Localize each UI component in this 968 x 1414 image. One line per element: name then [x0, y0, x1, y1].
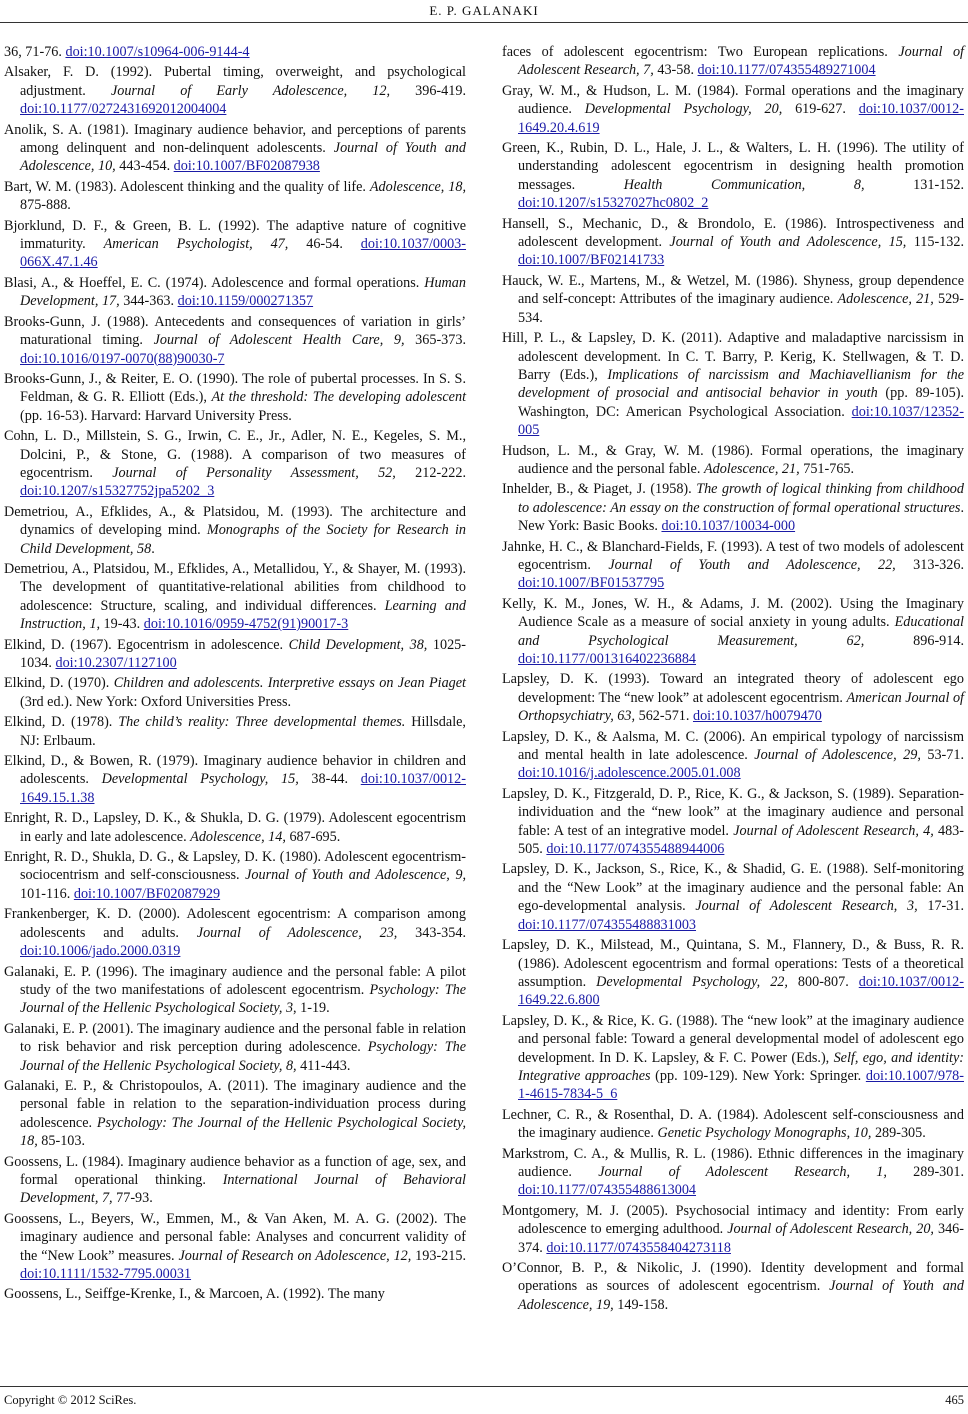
- reference-text: Elkind, D., & Bowen, R. (1979). Imaginary audience behavior in children and adolescents.: [4, 753, 466, 788]
- reference-text: 365-373.: [404, 332, 466, 349]
- reference-source: Human Development, 17,: [20, 274, 466, 310]
- reference-source: Adolescence, 21,: [703, 460, 800, 477]
- reference-doi-link[interactable]: doi:10.1037/0012-1649.22.6.800: [518, 973, 964, 1009]
- reference-text: 343-354.: [397, 924, 466, 941]
- reference-text: 17-31.: [917, 898, 964, 915]
- reference-text: Montgomery, M. J. (2005). Psychosocial intimacy and identity: From early adolescence to emerging adulthood.: [502, 1202, 964, 1238]
- reference-doi-link[interactable]: doi:10.1007/BF02141733: [518, 252, 665, 269]
- reference-text: 1025-1034.: [20, 636, 466, 671]
- reference-text: 289-305.: [871, 1125, 926, 1142]
- reference-book-title: Children and adolescents. Interpretive essays on Jean Piaget: [113, 675, 466, 692]
- reference-text: Hauck, W. E., Martens, M., & Wetzel, M. (1986). Shyness, group dependence and self-concept: Attributes of the imaginary audience.: [502, 272, 964, 308]
- reference-entry: [502, 728, 964, 783]
- reference-entry: [502, 272, 964, 327]
- reference-text: Hillsdale, NJ: Erlbaum.: [20, 714, 466, 749]
- reference-entry: [4, 63, 466, 118]
- reference-text: 131-152.: [864, 176, 964, 193]
- reference-entry: [4, 1077, 466, 1151]
- reference-entry: [502, 442, 964, 479]
- reference-book-title: The child’s reality: Three developmental themes.: [118, 714, 406, 731]
- reference-text: 53-71.: [920, 747, 965, 764]
- reference-doi-link[interactable]: doi:10.1037/0012-1649.15.1.38: [20, 771, 466, 806]
- reference-entry: [502, 1202, 964, 1257]
- reference-entry: [502, 215, 964, 270]
- reference-text: Elkind, D. (1967). Egocentrism in adolescence.: [4, 636, 289, 653]
- reference-doi-link[interactable]: doi:10.1016/0959-4752(91)90017-3: [143, 616, 349, 633]
- reference-entry: [4, 848, 466, 903]
- reference-text: Alsaker, F. D. (1992). Pubertal timing, overweight, and psychological adjustment.: [4, 64, 466, 99]
- reference-source: Monographs of the Society for Research in Child Development, 58: [20, 522, 466, 557]
- reference-book-title: Self, ego, and identity: Integrative approaches: [518, 1049, 964, 1084]
- reference-text: Galanaki, E. P., & Christopoulos, A. (2011). The imaginary audience and the personal fable in relation to the separation-individuation process during adolescence.: [4, 1077, 466, 1131]
- reference-book-title: Implications of narcissism and Machiavellianism for the development of prosocial and antisocial behavior in youth: [518, 366, 964, 402]
- reference-source: Learning and Instruction, 1,: [20, 597, 467, 633]
- reference-source: Psychology: The Journal of the Hellenic Psychological Society, 8,: [20, 1039, 466, 1074]
- reference-source: Educational and Psychological Measurement, 62,: [518, 614, 964, 649]
- reference-doi-link[interactable]: doi:10.1177/074355488944006: [546, 841, 725, 858]
- reference-doi-link[interactable]: doi:10.1177/0272431692012004004: [20, 101, 227, 118]
- reference-text: Goossens, L., Beyers, W., Emmen, M., & Van Aken, M. A. G. (2002). The imaginary audience and personal fable: Analyses and concurrent validity of the “New Look” measures.: [4, 1210, 466, 1264]
- reference-source: Journal of Early Adolescence, 12,: [110, 82, 391, 99]
- reference-text: . New York: Basic Books.: [518, 499, 964, 535]
- reference-text: , 1-19.: [293, 1000, 330, 1017]
- reference-text: Demetriou, A., Efklides, A., & Platsidou, M. (1993). The architecture and dynamics of developing mind.: [4, 503, 466, 539]
- reference-text: 101-116.: [20, 885, 74, 902]
- reference-text: Brooks-Gunn, J. (1988). Antecedents and consequences of variation in girls’ maturational timing.: [4, 313, 466, 349]
- reference-text: 19-43.: [100, 616, 144, 633]
- reference-entry: [4, 636, 466, 673]
- reference-text: 896-914.: [864, 632, 964, 649]
- reference-source: Child Development, 38,: [288, 636, 428, 653]
- reference-source: Psychology: The Journal of the Hellenic Psychological Society, 3: [20, 981, 466, 1017]
- reference-entry: [4, 713, 466, 750]
- reference-text: 751-765.: [799, 460, 855, 477]
- reference-text: 115-132.: [906, 234, 965, 251]
- reference-text: Anolik, S. A. (1981). Imaginary audience behavior, and perceptions of parents among delinquent and non-delinquent adolescents.: [4, 121, 466, 157]
- reference-entry: [4, 560, 466, 634]
- reference-source: Genetic Psychology Monographs, 10,: [657, 1125, 872, 1142]
- reference-source: Journal of Research on Adolescence, 12,: [178, 1247, 412, 1264]
- reference-book-title: The growth of logical thinking from childhood to adolescence: An essay on the construction of formal operational structures: [518, 481, 964, 516]
- reference-text: Gray, W. M., & Hudson, L. M. (1984). Formal operations and the imaginary audience.: [502, 82, 964, 118]
- reference-source: Journal of Adolescent Research, 4,: [733, 822, 934, 839]
- reference-book-title: At the threshold: The developing adolescent: [211, 389, 467, 406]
- reference-entry: [4, 43, 466, 61]
- reference-text: 411-443.: [296, 1057, 351, 1074]
- reference-source: Journal of Youth and Adolescence, 10,: [20, 140, 466, 175]
- reference-source: Journal of Adolescent Research, 1,: [598, 1163, 887, 1180]
- reference-text: 149-158.: [613, 1296, 669, 1313]
- reference-source: Adolescence, 21,: [837, 291, 934, 308]
- reference-source: Journal of Youth and Adolescence, 22,: [608, 556, 896, 573]
- reference-entry: [4, 370, 466, 425]
- reference-entry: [502, 329, 964, 439]
- page-number: 465: [945, 1393, 964, 1407]
- reference-doi-link[interactable]: doi:10.1207/s15327027hc0802_2: [518, 195, 709, 212]
- reference-doi-link[interactable]: doi:10.1037/0012-1649.20.4.619: [518, 101, 964, 136]
- reference-entry: [4, 313, 466, 368]
- reference-source: American Psychologist, 47,: [103, 236, 289, 253]
- running-head: E. P. GALANAKI: [429, 3, 539, 18]
- reference-doi-link[interactable]: doi:10.1037/0003-066X.47.1.46: [20, 236, 467, 271]
- reference-doi-link[interactable]: doi:10.1177/074355488613004: [518, 1182, 697, 1199]
- reference-source: Journal of Adolescence, 23,: [196, 924, 398, 941]
- reference-source: Developmental Psychology, 22,: [596, 973, 788, 990]
- reference-text: Hudson, L. M., & Gray, W. M. (1986). Formal operations, the imaginary audience and the personal fable.: [502, 442, 964, 477]
- reference-text: 443-454.: [115, 158, 174, 175]
- reference-text: Elkind, D. (1970).: [4, 675, 114, 692]
- copyright-notice: Copyright © 2012 SciRes.: [4, 1393, 137, 1407]
- reference-entry: [502, 860, 964, 934]
- reference-text: Green, K., Rubin, D. L., Hale, J. L., & Walters, L. H. (1996). The utility of understanding adolescent egocentrism in designing health promotion messages.: [502, 140, 964, 193]
- reference-doi-link[interactable]: doi:10.1016/j.adolescence.2005.01.008: [518, 765, 741, 782]
- reference-text: 85-103.: [37, 1133, 86, 1150]
- reference-text: Lapsley, D. K., Milstead, M., Quintana, S. M., Flannery, D., & Buss, R. R. (1986). Adolescent egocentrism and formal operations: Tests of a theoretical assumption.: [502, 937, 964, 990]
- reference-source: Developmental Psychology, 20,: [584, 101, 783, 118]
- reference-text: Galanaki, E. P. (2001). The imaginary audience and the personal fable in relation to risk behavior and risk perception during adolescence.: [4, 1020, 466, 1056]
- reference-doi-link[interactable]: doi:10.1007/BF01537795: [518, 575, 665, 592]
- reference-text: Lapsley, D. K., Jackson, S., Rice, K., & Shadid, G. E. (1988). Self-monitoring and the “New Look” at the imaginary audience and the personal fable: An ego-developmental analysis.: [502, 861, 964, 915]
- reference-entry: [4, 674, 466, 711]
- reference-text: 396-419.: [390, 82, 466, 99]
- reference-entry: [502, 1106, 964, 1143]
- reference-doi-link[interactable]: doi:10.1016/0197-0070(88)90030-7: [20, 350, 225, 367]
- reference-text: 875-888.: [20, 197, 71, 214]
- reference-text: Lapsley, D. K. (1993). Toward an integrated theory of adolescent ego development: The “new look” at adolescent egocentrism.: [502, 671, 964, 706]
- reference-entry: [502, 1259, 964, 1314]
- reference-doi-link[interactable]: doi:10.1177/001316402236884: [518, 651, 697, 667]
- reference-text: (pp. 109-129). New York: Springer.: [650, 1067, 866, 1084]
- reference-entry: [4, 809, 466, 846]
- reference-text: Hansell, S., Mechanic, D., & Brondolo, E. (1986). Introspectiveness and adolescent development.: [502, 215, 964, 251]
- reference-source: Journal of Youth and Adolescence, 9,: [245, 867, 466, 884]
- reference-source: Journal of Adolescent Research, 7,: [518, 44, 964, 79]
- references-left-column: [4, 43, 466, 1306]
- reference-doi-link[interactable]: doi:10.1111/1532-7795.00031: [20, 1266, 192, 1282]
- reference-entry: [502, 936, 964, 1010]
- reference-text: O’Connor, B. P., & Nikolic, J. (1990). Identity development and formal operations as sources of adolescent egocentrism.: [502, 1260, 964, 1295]
- reference-entry: [4, 274, 466, 311]
- reference-text: 562-571.: [635, 708, 693, 725]
- reference-entry: [502, 1145, 964, 1200]
- reference-text: Bart, W. M. (1983). Adolescent thinking and the quality of life.: [4, 178, 370, 195]
- reference-entry: [502, 538, 964, 593]
- reference-text: 212-222.: [395, 464, 467, 481]
- reference-text: Kelly, K. M., Jones, W. H., & Adams, J. M. (2002). Using the Imaginary Audience Scale as a measure of social anxiety in young adults.: [502, 595, 964, 631]
- reference-source: Health Communication, 8,: [623, 176, 865, 193]
- reference-doi-link[interactable]: doi:10.1159/000271357: [177, 293, 314, 310]
- reference-entry: [502, 1012, 964, 1104]
- reference-entry: [4, 1153, 466, 1208]
- reference-source: Journal of Youth and Adolescence, 19,: [518, 1278, 964, 1313]
- reference-source: International Journal of Behavioral Development, 7,: [20, 1171, 466, 1207]
- reference-source: Psychology: The Journal of the Hellenic Psychological Society, 18,: [20, 1114, 466, 1150]
- reference-text: Bjorklund, D. F., & Green, B. L. (1992). The adaptive nature of cognitive immaturity.: [4, 217, 466, 253]
- reference-text: Lapsley, D. K., & Rice, K. G. (1988). The “new look” at the imaginary audience and personal fable: Toward a general developmental model of adolescent ego development. In D. K. Lapsley, & F. C. Power (Eds.),: [502, 1012, 964, 1066]
- reference-doi-link[interactable]: doi:10.1007/978-1-4615-7834-5_6: [518, 1067, 964, 1103]
- reference-text: 344-363.: [119, 293, 178, 310]
- reference-doi-link[interactable]: doi:10.1177/074355489271004: [697, 62, 876, 79]
- reference-text: Elkind, D. (1978).: [4, 714, 119, 731]
- reference-text: 36, 71-76.: [4, 44, 66, 60]
- reference-source: Journal of Adolescent Research, 20,: [727, 1221, 934, 1238]
- reference-entry: [502, 785, 964, 859]
- reference-source: Journal of Adolescence, 29,: [754, 747, 921, 764]
- reference-text: faces of adolescent egocentrism: Two European replications.: [502, 44, 899, 60]
- reference-doi-link[interactable]: doi:10.1037/10034-000: [661, 518, 796, 535]
- reference-source: Developmental Psychology, 15,: [101, 771, 299, 788]
- reference-source: Journal of Adolescent Research, 3,: [695, 898, 918, 915]
- reference-text: Goossens, L. (1984). Imaginary audience behavior as a function of age, sex, and formal operational thinking.: [4, 1153, 466, 1188]
- reference-text: Galanaki, E. P. (1996). The imaginary audience and the personal fable: A pilot study of the two manifestations of adolescent egocentrism.: [4, 963, 466, 998]
- reference-doi-link[interactable]: doi:10.1207/s15327752jpa5202_3: [20, 483, 215, 500]
- reference-doi-link[interactable]: doi:10.1177/0743558404273118: [546, 1239, 731, 1256]
- reference-text: 193-215.: [411, 1247, 467, 1264]
- reference-source: American Journal of Orthopsychiatry, 63,: [518, 689, 964, 725]
- reference-text: .: [151, 540, 155, 557]
- reference-text: 43-58.: [653, 62, 698, 79]
- reference-doi-link[interactable]: doi:10.2307/1127100: [55, 655, 177, 671]
- reference-text: Inhelder, B., & Piaget, J. (1958).: [502, 481, 697, 498]
- reference-doi-link[interactable]: doi:10.1177/074355488831003: [518, 916, 697, 933]
- reference-text: Frankenberger, K. D. (2000). Adolescent egocentrism: A comparison among adolescents and adults.: [4, 906, 466, 941]
- reference-source: Journal of Youth and Adolescence, 15,: [669, 234, 907, 251]
- reference-doi-link[interactable]: doi:10.1037/h0079470: [692, 708, 822, 725]
- reference-entry: [4, 1285, 466, 1303]
- reference-entry: [502, 82, 964, 137]
- reference-entry: [4, 963, 466, 1018]
- reference-text: 313-326.: [895, 556, 964, 573]
- reference-doi-link[interactable]: doi:10.1006/jado.2000.0319: [20, 943, 181, 960]
- reference-doi-link[interactable]: doi:10.1007/s10964-006-9144-4: [65, 44, 250, 60]
- reference-entry: [4, 905, 466, 960]
- references-right-column: [502, 43, 964, 1316]
- reference-text: Brooks-Gunn, J., & Reiter, E. O. (1990). The role of pubertal processes. In S. S. Feldman, & G. R. Elliott (Eds.),: [4, 370, 466, 406]
- reference-source: Journal of Adolescent Health Care, 9,: [153, 332, 405, 349]
- reference-text: 529-534.: [518, 291, 964, 326]
- reference-text: 289-301.: [886, 1163, 965, 1180]
- reference-entry: [4, 1020, 466, 1075]
- reference-text: (pp. 16-53). Harvard: Harvard University Press.: [20, 407, 292, 424]
- reference-text: 346-374.: [518, 1221, 964, 1256]
- reference-entry: [4, 427, 466, 501]
- reference-entry: [4, 1210, 466, 1284]
- reference-doi-link[interactable]: doi:10.1037/12352-005: [518, 403, 964, 439]
- reference-entry: [4, 217, 466, 272]
- reference-text: (3rd ed.). New York: Oxford Universities Press.: [20, 693, 292, 710]
- reference-text: 46-54.: [288, 236, 361, 253]
- reference-text: Lechner, C. R., & Rosenthal, D. A. (1984). Adolescent self-consciousness and the imaginary audience.: [502, 1106, 964, 1142]
- reference-entry: [4, 121, 466, 176]
- reference-text: (pp. 89-105). Washington, DC: American Psychological Association.: [518, 385, 964, 420]
- reference-entry: [502, 139, 964, 213]
- reference-entry: [4, 178, 466, 215]
- reference-doi-link[interactable]: doi:10.1007/BF02087938: [173, 158, 320, 175]
- reference-text: 38-44.: [298, 771, 361, 788]
- reference-text: Enright, R. D., Lapsley, D. K., & Shukla, D. G. (1979). Adolescent egocentrism in early and late adolescence.: [4, 810, 466, 845]
- reference-text: Goossens, L., Seiffge-Krenke, I., & Marcoen, A. (1992). The many: [4, 1286, 385, 1303]
- reference-text: Blasi, A., & Hoeffel, E. C. (1974). Adolescence and formal operations.: [4, 274, 425, 291]
- reference-text: Lapsley, D. K., Fitzgerald, D. P., Rice, K. G., & Jackson, S. (1989). Separation-individuation and the “new look” at the imaginary audience and personal fable: A test of an integrative model.: [502, 785, 964, 839]
- reference-entry: [502, 670, 964, 725]
- reference-source: Adolescence, 14,: [190, 828, 286, 845]
- footer-rule: [0, 1386, 968, 1387]
- header-rule: [0, 22, 968, 23]
- reference-text: 800-807.: [787, 973, 859, 990]
- reference-text: 619-627.: [782, 101, 859, 118]
- reference-text: 77-93.: [112, 1190, 153, 1207]
- reference-doi-link[interactable]: doi:10.1007/BF02087929: [73, 885, 221, 902]
- reference-text: Demetriou, A., Platsidou, M., Efklides, A., Metallidou, Y., & Shayer, M. (1993). The development of quantitative-relational abilities from childhood to adolescence: Structure, scaling, and individual differences.: [4, 560, 466, 614]
- reference-entry: [4, 503, 466, 558]
- reference-entry: [502, 480, 964, 535]
- reference-entry: [502, 43, 964, 80]
- reference-text: Markstrom, C. A., & Mullis, R. L. (1986). Ethnic differences in the imaginary audience.: [502, 1145, 964, 1180]
- reference-entry: [502, 595, 964, 669]
- reference-text: Cohn, L. D., Millstein, S. G., Irwin, C. E., Jr., Adler, N. E., Kegeles, S. M., Dolcini, P., & Stone, G. (1988). A comparison of two measures of egocentrism.: [4, 428, 466, 481]
- reference-text: Enright, R. D., Shukla, D. G., & Lapsley, D. K. (1980). Adolescent egocentrism-sociocentrism and self-consciousness.: [4, 849, 466, 884]
- reference-entry: [4, 752, 466, 807]
- reference-text: Jahnke, H. C., & Blanchard-Fields, F. (1993). A test of two models of adolescent egocentrism.: [502, 538, 964, 573]
- reference-source: Adolescence, 18,: [369, 178, 466, 195]
- reference-text: 687-695.: [285, 828, 341, 845]
- reference-source: Journal of Personality Assessment, 52,: [112, 464, 396, 481]
- reference-text: Hill, P. L., & Lapsley, D. K. (2011). Adaptive and maladaptive narcissism in adolescent development. In C. T. Barry, P. Kerig, K. Stellwagen, & T. D. Barry (Eds.),: [502, 330, 964, 383]
- reference-text: Lapsley, D. K., & Aalsma, M. C. (2006). An empirical typology of narcissism and mental health in late adolescence.: [502, 728, 964, 764]
- reference-text: 483-505.: [518, 822, 964, 858]
